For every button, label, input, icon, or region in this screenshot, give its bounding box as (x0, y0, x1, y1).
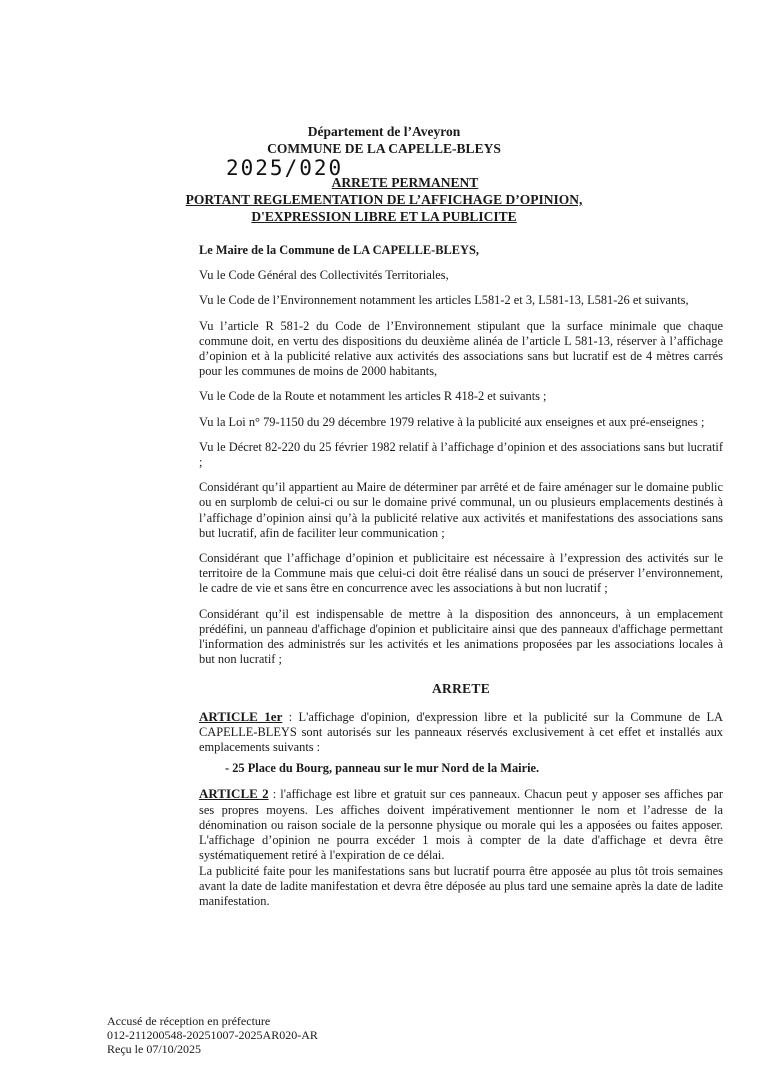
visa-paragraph: Vu la Loi n° 79-1150 du 29 décembre 1979 relative à la publicité aux enseignes et aux pré-enseignes ; (199, 414, 705, 429)
article-2-text: : l'affichage est libre et gratuit sur ces panneaux. Chacun peut y apposer ses affiches par ses propres moyens. Les affiches doivent impérativement mentionner le nom et l’adresse de la dénomination ou raison sociale de la personne physique ou morale qui les a apposées ou faites apposer. L'affichage d’opinion ne pourra excéder 1 mois à compter de la date d'affichage et devra être systématiquement retiré à l'expiration de ce délai. (199, 787, 723, 863)
considerant-paragraph: Considérant qu’il est indispensable de mettre à la disposition des annonceurs, à un emplacement prédéfini, un panneau d'affichage d'opinion et publicitaire ainsi que des panneaux d'affichage permettant l'information des administrés sur les activités et les animations proposées par les associations locales à but non lucratif ; (199, 606, 723, 667)
considerant-paragraph: Considérant que l’affichage d’opinion et publicitaire est nécessaire à l’expression des activités sur le territoire de la Commune mais que celui-ci doit être réalisé dans un souci de préserver l’environnement, le cadre de vie et sans être en concurrence avec les associations à but non lucratif ; (199, 551, 723, 596)
article-1 (199, 709, 723, 756)
title-line-2: PORTANT REGLEMENTATION DE L’AFFICHAGE D’OPINION, (185, 192, 583, 207)
visa-paragraph: Vu le Code de la Route et notamment les articles R 418-2 et suivants ; (199, 389, 547, 404)
document-body (199, 243, 723, 909)
prefecture-receipt (107, 1014, 318, 1056)
article-2-continuation: La publicité faite pour les manifestations sans but lucratif pourra être apposée au plus tôt trois semaines avant la date de ladite manifestation et devra être déposée au plus tard une semaine après la date de ladite manifestation. (199, 863, 723, 908)
mayor-line: Le Maire de la Commune de LA CAPELLE-BLEYS, (199, 243, 479, 257)
arrete-heading: ARRETE (431, 681, 491, 697)
article-1-label: ARTICLE 1er (199, 708, 283, 724)
receipt-line-3: Reçu le 07/10/2025 (107, 1042, 201, 1056)
article-1-location: - 25 Place du Bourg, panneau sur le mur Nord de la Mairie. (225, 761, 540, 776)
visa-paragraph: Vu l’article R 581-2 du Code de l’Environnement stipulant que la surface minimale que chaque commune doit, en vertu des dispositions du deuxième alinéa de l’article L 581-13, réserver à l’affichage d’opinion et à la publicité relative aux activités des associations sans but lucratif est de 4 mètres carrés pour les communes de moins de 2000 habitants, (199, 318, 723, 379)
title-line-3: D'EXPRESSION LIBRE ET LA PUBLICITE (251, 209, 517, 224)
receipt-line-2: 012-211200548-20251007-2025AR020-AR (107, 1028, 318, 1042)
article-2 (199, 786, 723, 863)
visa-paragraph: Vu le Code Général des Collectivités Territoriales, (199, 268, 449, 283)
article-1-text: : L'affichage d'opinion, d'expression libre et la publicité sur la Commune de LA CAPELLE-BLEYS sont autorisés sur les panneaux réservés exclusivement à cet effet et installés aux emplacements suivants : (199, 709, 723, 755)
title-line-1: ARRETE PERMANENT (331, 175, 479, 190)
visa-paragraph: Vu le Code de l’Environnement notamment les articles L581-2 et 3, L581-13, L581-26 et suivants, (199, 293, 689, 308)
department-heading: Département de l’Aveyron (307, 124, 461, 139)
considerant-paragraph: Considérant qu’il appartient au Maire de déterminer par arrêté et de faire aménager sur le domaine public ou en surplomb de celui-ci ou sur le domaine privé communal, un ou plusieurs emplacements destinés à l’affichage d’opinion ainsi qu’à la publicité relative aux activités et manifestations des associations sans but lucratif, afin de faciliter leur communication ; (199, 480, 723, 540)
commune-heading: COMMUNE DE LA CAPELLE-BLEYS (267, 141, 501, 156)
receipt-line-1: Accusé de réception en préfecture (107, 1014, 271, 1028)
arrete-number-stamp: 2025/020 (226, 156, 344, 180)
visa-paragraph: Vu le Décret 82-220 du 25 février 1982 relatif à l’affichage d’opinion et des associations sans but lucratif ; (199, 439, 723, 470)
article-2-label: ARTICLE 2 (199, 786, 269, 802)
